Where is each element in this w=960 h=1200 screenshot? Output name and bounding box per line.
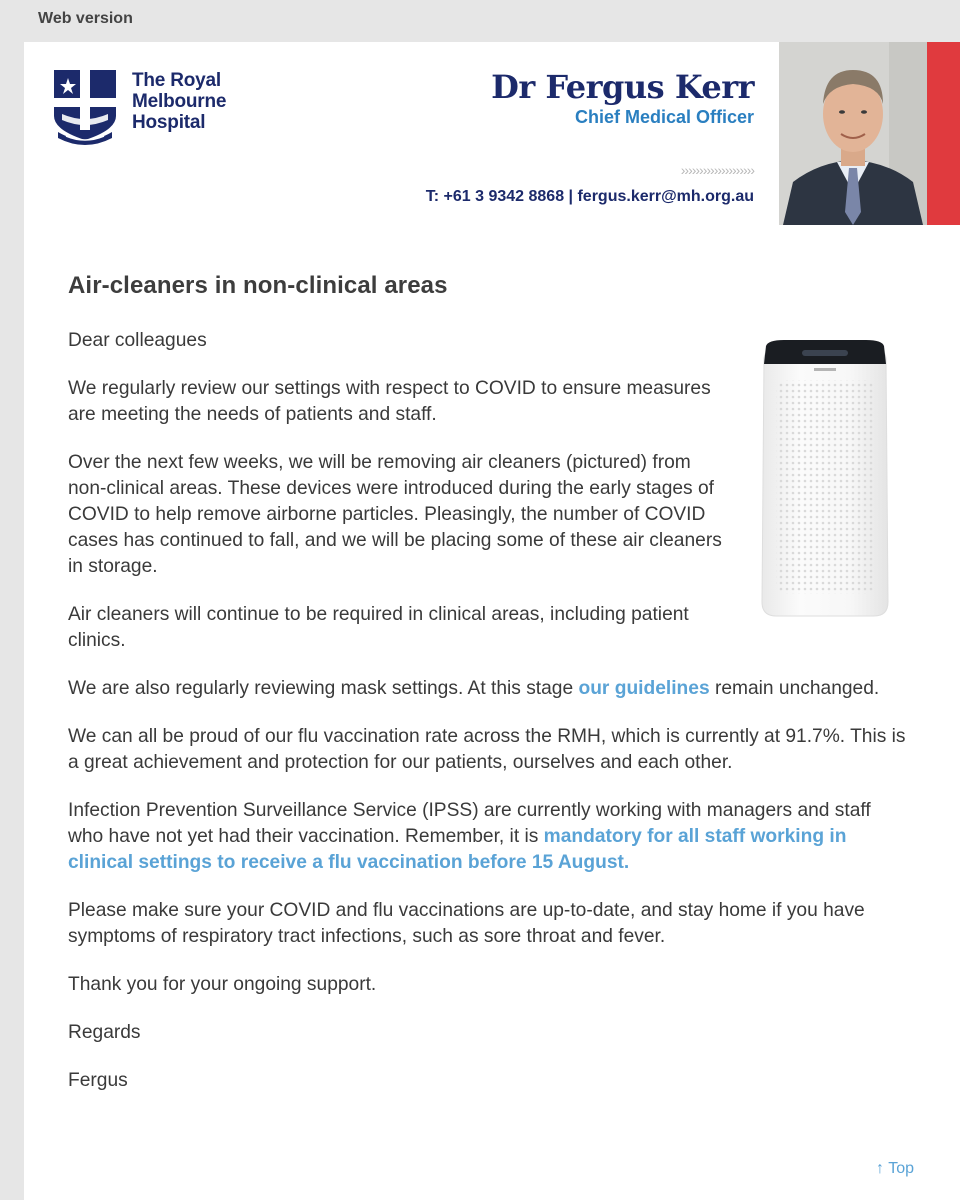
paragraph-stay-home: Please make sure your COVID and flu vaccinations are up-to-date, and stay home if you have symptoms of respiratory tract infections, such as sore throat and fever. xyxy=(68,900,865,947)
doctor-name: Dr Fergus Kerr xyxy=(491,68,754,106)
org-name-line1: The Royal xyxy=(132,70,221,91)
back-to-top-link[interactable]: ↑ Top xyxy=(876,1160,914,1177)
mask-text-after: remain unchanged. xyxy=(709,678,880,699)
email-card xyxy=(24,42,960,1200)
paragraph-thanks: Thank you for your ongoing support. xyxy=(68,974,377,995)
paragraph-review-settings: We regularly review our settings with respect to COVID to ensure measures are meeting the needs of patients and staff. xyxy=(68,378,711,425)
accent-stripe xyxy=(927,42,960,225)
paragraph-mask-settings xyxy=(68,676,908,702)
ipss-text: Infection Prevention Surveillance Service (IPSS) are currently working with managers and staff who have not yet had their vaccination. Remember, it is xyxy=(68,800,871,847)
mandatory-vaccination-link[interactable]: mandatory for all staff working in clinical settings to receive a flu vaccination before 15 August. xyxy=(68,826,847,873)
contact-details: T: +61 3 9342 8868 | fergus.kerr@mh.org.au xyxy=(425,188,754,205)
rmh-logo xyxy=(52,68,252,148)
greeting: Dear colleagues xyxy=(68,330,207,351)
portrait-illustration xyxy=(779,42,927,225)
chevron-divider: ›››››››››››››››››››› xyxy=(680,162,754,178)
header-banner xyxy=(24,42,960,226)
crest-icon xyxy=(52,68,118,146)
doctor-portrait xyxy=(779,42,927,225)
org-name xyxy=(132,70,226,133)
paragraph-clinical-areas: Air cleaners will continue to be required in clinical areas, including patient clinics. xyxy=(68,604,689,651)
org-name-line2: Melbourne xyxy=(132,91,227,112)
paragraph-vaccination-rate: We can all be proud of our flu vaccination rate across the RMH, which is currently at 91.7%. This is a great achievement and protection for our patients, ourselves and each other. xyxy=(68,726,906,773)
paragraph-ipss xyxy=(68,798,908,876)
guidelines-link[interactable]: our guidelines xyxy=(578,678,710,699)
email-body xyxy=(68,272,908,1116)
article-title: Air-cleaners in non-clinical areas xyxy=(68,272,448,299)
web-version-link[interactable]: Web version xyxy=(38,10,133,27)
doctor-role: Chief Medical Officer xyxy=(574,107,754,127)
org-name-line3: Hospital xyxy=(132,112,206,133)
top-bar xyxy=(0,0,960,42)
signoff: Regards xyxy=(68,1022,141,1043)
mask-text-before: We are also regularly reviewing mask settings. At this stage xyxy=(68,678,579,699)
paragraph-air-cleaners-removal: Over the next few weeks, we will be removing air cleaners (pictured) from non-clinical areas. These devices were introduced during the early stages of COVID to help remove airborne particles. Pleasingly, the number of COVID cases has continued to fall, and we will be placing some of these air cleaners in storage. xyxy=(68,452,722,577)
signature: Fergus xyxy=(68,1070,128,1091)
